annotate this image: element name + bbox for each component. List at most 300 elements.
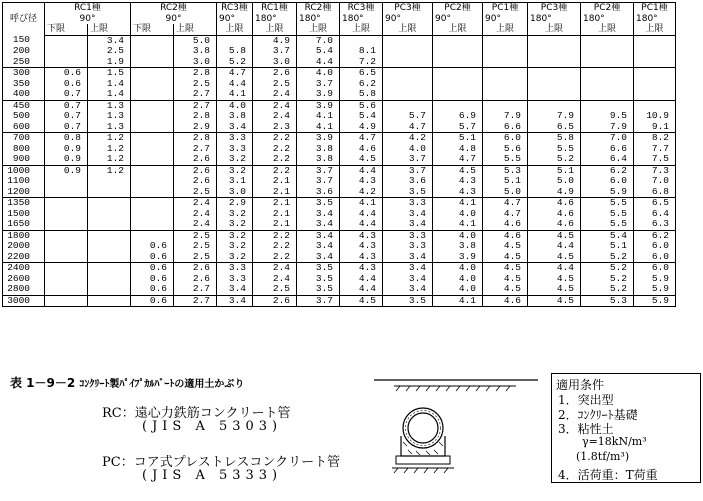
cover-depth-cell: 2.8 (174, 133, 217, 144)
cover-depth-cell: 6.5 (528, 122, 581, 133)
cover-depth-cell (88, 198, 131, 209)
cover-depth-cell: 3.5 (383, 187, 433, 198)
cover-depth-cell: 7.3 (634, 165, 676, 176)
cover-depth-cell: 2.5 (253, 284, 297, 295)
cover-depth-cell: 5.6 (340, 100, 383, 111)
cover-depth-cell: 3.0 (174, 57, 217, 68)
cover-depth-cell (131, 57, 174, 68)
cover-depth-cell: 5.7 (433, 122, 483, 133)
sub-header-upper: 上限 (634, 24, 676, 35)
cover-depth-cell: 5.9 (581, 187, 634, 198)
nominal-diameter-cell: 200 (3, 46, 45, 57)
cover-depth-cell: 6.2 (340, 79, 383, 90)
cover-depth-cell (45, 252, 88, 263)
cover-depth-cell: 1.2 (88, 165, 131, 176)
cover-depth-cell: 5.1 (433, 133, 483, 144)
cover-depth-cell: 5.9 (634, 284, 676, 295)
cover-depth-cell (528, 79, 581, 90)
cover-depth-cell (131, 122, 174, 133)
cover-depth-cell: 4.9 (253, 35, 297, 46)
cover-depth-cell: 4.4 (217, 79, 253, 90)
table-row (3, 252, 676, 263)
cover-depth-cell: 2.2 (253, 144, 297, 155)
cover-depth-cell: 6.3 (634, 219, 676, 230)
group-angle: 90° (433, 14, 483, 25)
table-row (3, 187, 676, 198)
group-name: RC2種 (297, 3, 340, 14)
nominal-diameter-cell: 1650 (3, 219, 45, 230)
table-row (3, 122, 676, 133)
legend-rc: RC：遠心力鉄筋コンクリート管 (102, 406, 291, 421)
cover-depth-cell: 4.1 (433, 295, 483, 307)
table-row (3, 46, 676, 57)
cover-depth-cell (88, 295, 131, 307)
condition-unit-weight: γ=18kN/m³ (582, 435, 647, 448)
cover-depth-cell (581, 79, 634, 90)
group-name: PC3種 (528, 3, 581, 14)
cover-depth-cell (433, 57, 483, 68)
table-row (3, 79, 676, 90)
table-caption (10, 374, 244, 391)
cover-depth-cell: 2.1 (253, 176, 297, 187)
cover-depth-cell: 3.4 (297, 252, 340, 263)
cover-depth-cell: 4.0 (433, 263, 483, 274)
cover-depth-cell: 7.5 (634, 154, 676, 165)
legend-rc-standard: (JIS A 5303) (142, 419, 283, 434)
cover-depth-cell: 2.5 (174, 252, 217, 263)
group-angle: 180° (297, 14, 340, 25)
legend-pc: PC：コア式プレストレスコンクリート管 (102, 455, 341, 470)
table-row (3, 241, 676, 252)
cover-depth-cell: 5.3 (483, 165, 528, 176)
nominal-diameter-cell: 2400 (3, 263, 45, 274)
cover-depth-cell: 3.0 (253, 57, 297, 68)
cover-depth-cell: 2.8 (174, 68, 217, 79)
cover-depth-cell (131, 46, 174, 57)
cover-depth-cell: 4.4 (528, 263, 581, 274)
cover-depth-cell: 0.6 (131, 263, 174, 274)
cover-depth-cell: 0.7 (45, 122, 88, 133)
cover-depth-cell: 4.5 (528, 230, 581, 241)
cover-depth-cell: 2.7 (174, 144, 217, 155)
cover-depth-cell: 3.4 (297, 219, 340, 230)
cover-depth-cell: 2.3 (253, 122, 297, 133)
cover-depth-cell (634, 68, 676, 79)
cover-depth-cell (483, 79, 528, 90)
sub-header-upper: 上限 (253, 24, 297, 35)
cover-depth-cell: 6.6 (581, 144, 634, 155)
cover-depth-cell: 4.6 (483, 295, 528, 307)
cover-depth-cell: 6.0 (581, 176, 634, 187)
cover-depth-cell: 2.6 (174, 263, 217, 274)
cover-depth-cell: 3.3 (383, 230, 433, 241)
cover-depth-cell: 7.0 (581, 133, 634, 144)
cover-depth-cell: 5.9 (634, 274, 676, 285)
cover-depth-cell: 7.9 (528, 111, 581, 122)
sub-header-upper: 上限 (174, 24, 217, 35)
nominal-diameter-cell: 500 (3, 111, 45, 122)
cover-depth-cell: 4.1 (297, 111, 340, 122)
cover-depth-cell: 3.4 (383, 284, 433, 295)
application-conditions-box (551, 373, 701, 483)
cover-depth-cell: 0.6 (45, 68, 88, 79)
cover-depth-cell: 4.0 (383, 144, 433, 155)
cover-depth-cell: 4.7 (340, 133, 383, 144)
cover-depth-cell: 1.4 (88, 79, 131, 90)
cover-depth-cell (88, 176, 131, 187)
cover-depth-cell: 4.2 (340, 187, 383, 198)
cover-depth-cell (634, 35, 676, 46)
cover-depth-cell: 4.4 (340, 274, 383, 285)
conditions-title: 適用条件 (556, 378, 605, 392)
sub-header-upper: 上限 (88, 24, 131, 35)
cover-depth-cell: 4.4 (297, 57, 340, 68)
nominal-diameter-cell: 2000 (3, 241, 45, 252)
caption-title: ｺﾝｸﾘｰﾄ製ﾊﾟｲﾌﾟｶﾙﾊﾞｰﾄの適用土かぶり (79, 379, 245, 390)
cover-depth-cell: 4.5 (433, 165, 483, 176)
cover-depth-cell: 5.1 (483, 176, 528, 187)
cover-depth-cell: 5.0 (483, 187, 528, 198)
cover-depth-cell (383, 68, 433, 79)
cover-depth-cell: 2.5 (174, 187, 217, 198)
cover-depth-cell: 3.2 (217, 165, 253, 176)
cover-depth-cell: 3.9 (297, 133, 340, 144)
cover-depth-cell: 5.2 (581, 274, 634, 285)
cover-depth-cell: 2.6 (253, 68, 297, 79)
cover-depth-cell: 3.8 (433, 241, 483, 252)
cover-depth-cell: 2.4 (174, 219, 217, 230)
cover-depth-cell: 4.4 (340, 219, 383, 230)
cover-depth-cell: 5.2 (581, 252, 634, 263)
cover-depth-cell: 4.5 (483, 284, 528, 295)
sub-header-upper: 上限 (581, 24, 634, 35)
cover-depth-cell: 3.8 (297, 144, 340, 155)
cover-depth-cell (45, 241, 88, 252)
nominal-diameter-cell: 350 (3, 79, 45, 90)
table-row (3, 263, 676, 274)
cover-depth-cell: 6.0 (634, 252, 676, 263)
cover-depth-cell: 2.4 (253, 89, 297, 100)
cover-depth-cell: 5.9 (634, 295, 676, 307)
cover-depth-cell: 6.0 (483, 133, 528, 144)
cover-depth-cell (383, 57, 433, 68)
cover-depth-cell: 4.6 (483, 219, 528, 230)
cover-depth-cell: 5.3 (581, 295, 634, 307)
cover-depth-cell (131, 219, 174, 230)
cover-depth-cell: 4.1 (433, 219, 483, 230)
cover-depth-cell (131, 165, 174, 176)
cover-depth-cell: 3.4 (383, 252, 433, 263)
cover-depth-cell (131, 154, 174, 165)
cover-depth-cell (45, 274, 88, 285)
nominal-diameter-cell: 700 (3, 133, 45, 144)
cover-depth-cell: 2.2 (253, 252, 297, 263)
cover-depth-cell (131, 198, 174, 209)
cover-depth-cell: 1.4 (88, 89, 131, 100)
cover-depth-cell (528, 46, 581, 57)
cover-depth-cell (88, 252, 131, 263)
cover-depth-cell: 5.5 (528, 144, 581, 155)
cover-depth-cell: 5.0 (174, 35, 217, 46)
cover-depth-cell (88, 284, 131, 295)
condition-item: 4．活荷重：T荷重 (558, 468, 658, 482)
cover-depth-cell: 4.9 (340, 122, 383, 133)
sub-header-upper: 上限 (528, 24, 581, 35)
cover-depth-cell: 5.7 (383, 111, 433, 122)
group-name: PC1種 (634, 3, 676, 14)
cover-depth-cell: 0.6 (131, 284, 174, 295)
cover-depth-cell: 4.0 (433, 230, 483, 241)
cover-depth-cell: 4.7 (217, 68, 253, 79)
cover-depth-cell (581, 57, 634, 68)
cover-depth-cell: 3.4 (383, 219, 433, 230)
cover-depth-cell (45, 295, 88, 307)
group-name: RC1種 (253, 3, 297, 14)
cover-depth-cell: 4.5 (483, 241, 528, 252)
cover-depth-cell (433, 35, 483, 46)
cover-depth-cell (483, 35, 528, 46)
cover-depth-cell: 2.1 (253, 209, 297, 220)
nominal-diameter-cell: 300 (3, 68, 45, 79)
cover-depth-cell (131, 144, 174, 155)
cover-depth-cell: 6.2 (581, 165, 634, 176)
nominal-diameter-cell: 1500 (3, 209, 45, 220)
nominal-diameter-cell: 2200 (3, 252, 45, 263)
cover-depth-cell: 4.0 (433, 209, 483, 220)
cover-depth-cell: 2.6 (174, 154, 217, 165)
table-row (3, 295, 676, 307)
cover-depth-cell: 3.4 (383, 274, 433, 285)
cover-depth-cell: 0.6 (131, 241, 174, 252)
cover-depth-cell: 3.2 (217, 209, 253, 220)
table-row (3, 154, 676, 165)
cover-depth-cell: 3.3 (217, 144, 253, 155)
cover-depth-cell: 2.2 (253, 241, 297, 252)
cover-depth-cell (483, 46, 528, 57)
cover-depth-cell: 3.8 (297, 154, 340, 165)
cover-depth-cell (581, 68, 634, 79)
cover-depth-cell: 4.5 (528, 284, 581, 295)
cover-depth-cell: 4.7 (433, 154, 483, 165)
group-name: RC2種 (131, 3, 217, 14)
cover-depth-cell: 5.4 (297, 46, 340, 57)
cover-depth-cell: 4.3 (340, 241, 383, 252)
cover-depth-cell: 3.7 (297, 176, 340, 187)
cover-depth-cell: 0.6 (131, 274, 174, 285)
cover-depth-cell: 4.5 (340, 295, 383, 307)
cover-depth-cell: 4.5 (483, 252, 528, 263)
cover-depth-cell: 3.7 (297, 79, 340, 90)
condition-item: 1．突出型 (558, 393, 614, 407)
cover-depth-cell: 4.1 (433, 198, 483, 209)
cover-depth-cell: 4.5 (483, 274, 528, 285)
group-name: PC3種 (383, 3, 433, 14)
group-name: PC1種 (483, 3, 528, 14)
condition-unit-weight-alt: (1.8tf/m³) (576, 450, 630, 463)
cover-depth-cell (528, 89, 581, 100)
cover-depth-cell: 3.2 (217, 241, 253, 252)
cover-depth-cell: 3.3 (383, 198, 433, 209)
cover-depth-cell: 2.4 (253, 263, 297, 274)
cover-depth-cell: 3.5 (297, 274, 340, 285)
group-angle: 180° (634, 14, 676, 25)
cover-depth-cell: 2.1 (253, 187, 297, 198)
cover-depth-cell: 6.8 (634, 187, 676, 198)
cover-depth-cell (131, 111, 174, 122)
sub-header-upper: 上限 (383, 24, 433, 35)
cover-depth-cell (45, 35, 88, 46)
cover-depth-cell: 3.7 (297, 295, 340, 307)
cover-depth-cell: 3.9 (297, 89, 340, 100)
sub-header-upper: 上限 (217, 24, 253, 35)
cover-depth-cell: 7.2 (340, 57, 383, 68)
cover-depth-cell (131, 209, 174, 220)
cover-depth-cell (45, 284, 88, 295)
cover-depth-cell: 4.1 (217, 89, 253, 100)
cover-depth-cell: 4.5 (528, 295, 581, 307)
cover-depth-cell: 2.1 (253, 198, 297, 209)
table-row (3, 35, 676, 46)
cover-depth-cell: 6.4 (581, 154, 634, 165)
cover-depth-cell: 6.4 (634, 209, 676, 220)
cover-depth-cell: 3.4 (217, 284, 253, 295)
cover-depth-cell: 7.9 (581, 122, 634, 133)
cover-depth-cell: 0.7 (45, 111, 88, 122)
cover-depth-cell: 6.5 (340, 68, 383, 79)
cover-depth-cell (634, 89, 676, 100)
condition-item: 3．粘性土 (558, 422, 614, 436)
cover-depth-cell: 4.5 (528, 252, 581, 263)
cover-depth-cell: 3.5 (297, 198, 340, 209)
cover-depth-cell: 1.3 (88, 111, 131, 122)
table-row (3, 144, 676, 155)
cover-depth-cell: 6.6 (483, 122, 528, 133)
cover-depth-cell: 3.6 (383, 176, 433, 187)
cover-depth-cell: 3.3 (383, 241, 433, 252)
cover-depth-cell: 6.2 (634, 230, 676, 241)
cover-depth-cell: 5.2 (581, 284, 634, 295)
group-angle: 90° (45, 14, 131, 25)
cover-depth-cell: 2.6 (174, 165, 217, 176)
cover-depth-cell: 1.2 (88, 154, 131, 165)
cover-depth-cell: 2.4 (174, 209, 217, 220)
cover-depth-cell: 4.6 (483, 230, 528, 241)
cover-depth-cell: 0.9 (45, 165, 88, 176)
table-row (3, 100, 676, 111)
cover-depth-cell: 4.4 (340, 209, 383, 220)
cover-depth-cell: 2.7 (174, 89, 217, 100)
cover-depth-cell (45, 187, 88, 198)
cover-depth-cell (131, 100, 174, 111)
table-row (3, 89, 676, 100)
cover-depth-cell: 5.4 (340, 111, 383, 122)
cover-depth-cell: 2.6 (174, 274, 217, 285)
sub-header-upper: 上限 (483, 24, 528, 35)
cover-depth-cell: 3.8 (217, 111, 253, 122)
cover-depth-cell: 2.8 (174, 111, 217, 122)
group-angle: 180° (581, 14, 634, 25)
cover-depth-cell: 0.7 (45, 100, 88, 111)
cover-depth-cell (528, 57, 581, 68)
cover-depth-cell: 5.8 (528, 133, 581, 144)
table-row (3, 57, 676, 68)
nominal-diameter-cell: 250 (3, 57, 45, 68)
cover-depth-cell: 3.3 (217, 263, 253, 274)
cover-depth-cell: 2.2 (253, 230, 297, 241)
nominal-diameter-cell: 1800 (3, 230, 45, 241)
table-row (3, 111, 676, 122)
cover-depth-cell: 2.4 (253, 111, 297, 122)
cover-depth-cell: 2.9 (217, 198, 253, 209)
cover-depth-cell: 4.5 (528, 274, 581, 285)
cover-depth-cell: 5.8 (340, 89, 383, 100)
cover-depth-cell: 4.2 (383, 133, 433, 144)
cover-depth-cell: 4.3 (340, 263, 383, 274)
cover-depth-cell: 2.1 (253, 219, 297, 230)
sub-header-upper: 上限 (340, 24, 383, 35)
cover-depth-cell (131, 35, 174, 46)
nominal-diameter-cell: 3000 (3, 295, 45, 307)
group-angle: 90° (131, 14, 217, 25)
cover-depth-cell: 2.2 (253, 154, 297, 165)
cover-depth-cell: 0.6 (131, 252, 174, 263)
cover-depth-cell: 4.5 (340, 154, 383, 165)
group-angle: 90° (383, 14, 433, 25)
cover-depth-cell: 5.4 (581, 230, 634, 241)
cover-depth-cell: 5.2 (528, 154, 581, 165)
cover-depth-cell: 4.7 (483, 209, 528, 220)
cover-depth-cell (45, 57, 88, 68)
cover-depth-cell: 2.7 (174, 100, 217, 111)
cover-depth-cell: 6.5 (634, 198, 676, 209)
cover-depth-cell: 3.7 (383, 165, 433, 176)
cover-depth-cell (88, 263, 131, 274)
cover-depth-cell: 3.7 (297, 165, 340, 176)
cover-depth-cell (131, 176, 174, 187)
cover-depth-cell (45, 230, 88, 241)
cover-depth-cell (383, 79, 433, 90)
nominal-diameter-cell: 1100 (3, 176, 45, 187)
group-angle: 180° (528, 14, 581, 25)
cover-depth-cell: 0.7 (45, 89, 88, 100)
cover-depth-cell: 2.9 (174, 122, 217, 133)
cover-depth-cell: 3.5 (383, 295, 433, 307)
cover-depth-cell (131, 187, 174, 198)
cover-depth-cell: 9.5 (581, 111, 634, 122)
legend-pc-standard: (JIS A 5333) (142, 468, 283, 483)
cover-depth-cell: 2.6 (253, 295, 297, 307)
cover-depth-cell: 4.7 (483, 198, 528, 209)
cover-depth-cell: 6.0 (634, 241, 676, 252)
nominal-diameter-cell: 1200 (3, 187, 45, 198)
nominal-diameter-cell: 150 (3, 35, 45, 46)
group-angle: 90° (217, 14, 253, 25)
cover-depth-cell: 3.5 (297, 284, 340, 295)
cover-depth-cell: 3.7 (253, 46, 297, 57)
nominal-diameter-cell: 2800 (3, 284, 45, 295)
cover-depth-cell (634, 46, 676, 57)
cover-depth-cell: 3.4 (217, 122, 253, 133)
nominal-diameter-cell: 2600 (3, 274, 45, 285)
cover-depth-cell: 5.5 (483, 154, 528, 165)
cover-depth-cell: 0.9 (45, 154, 88, 165)
cover-depth-cell (131, 133, 174, 144)
group-angle: 90° (483, 14, 528, 25)
cover-depth-cell: 5.1 (581, 241, 634, 252)
group-name: RC1種 (45, 3, 131, 14)
pipe-diagram (372, 372, 542, 492)
cover-depth-cell: 4.6 (528, 198, 581, 209)
